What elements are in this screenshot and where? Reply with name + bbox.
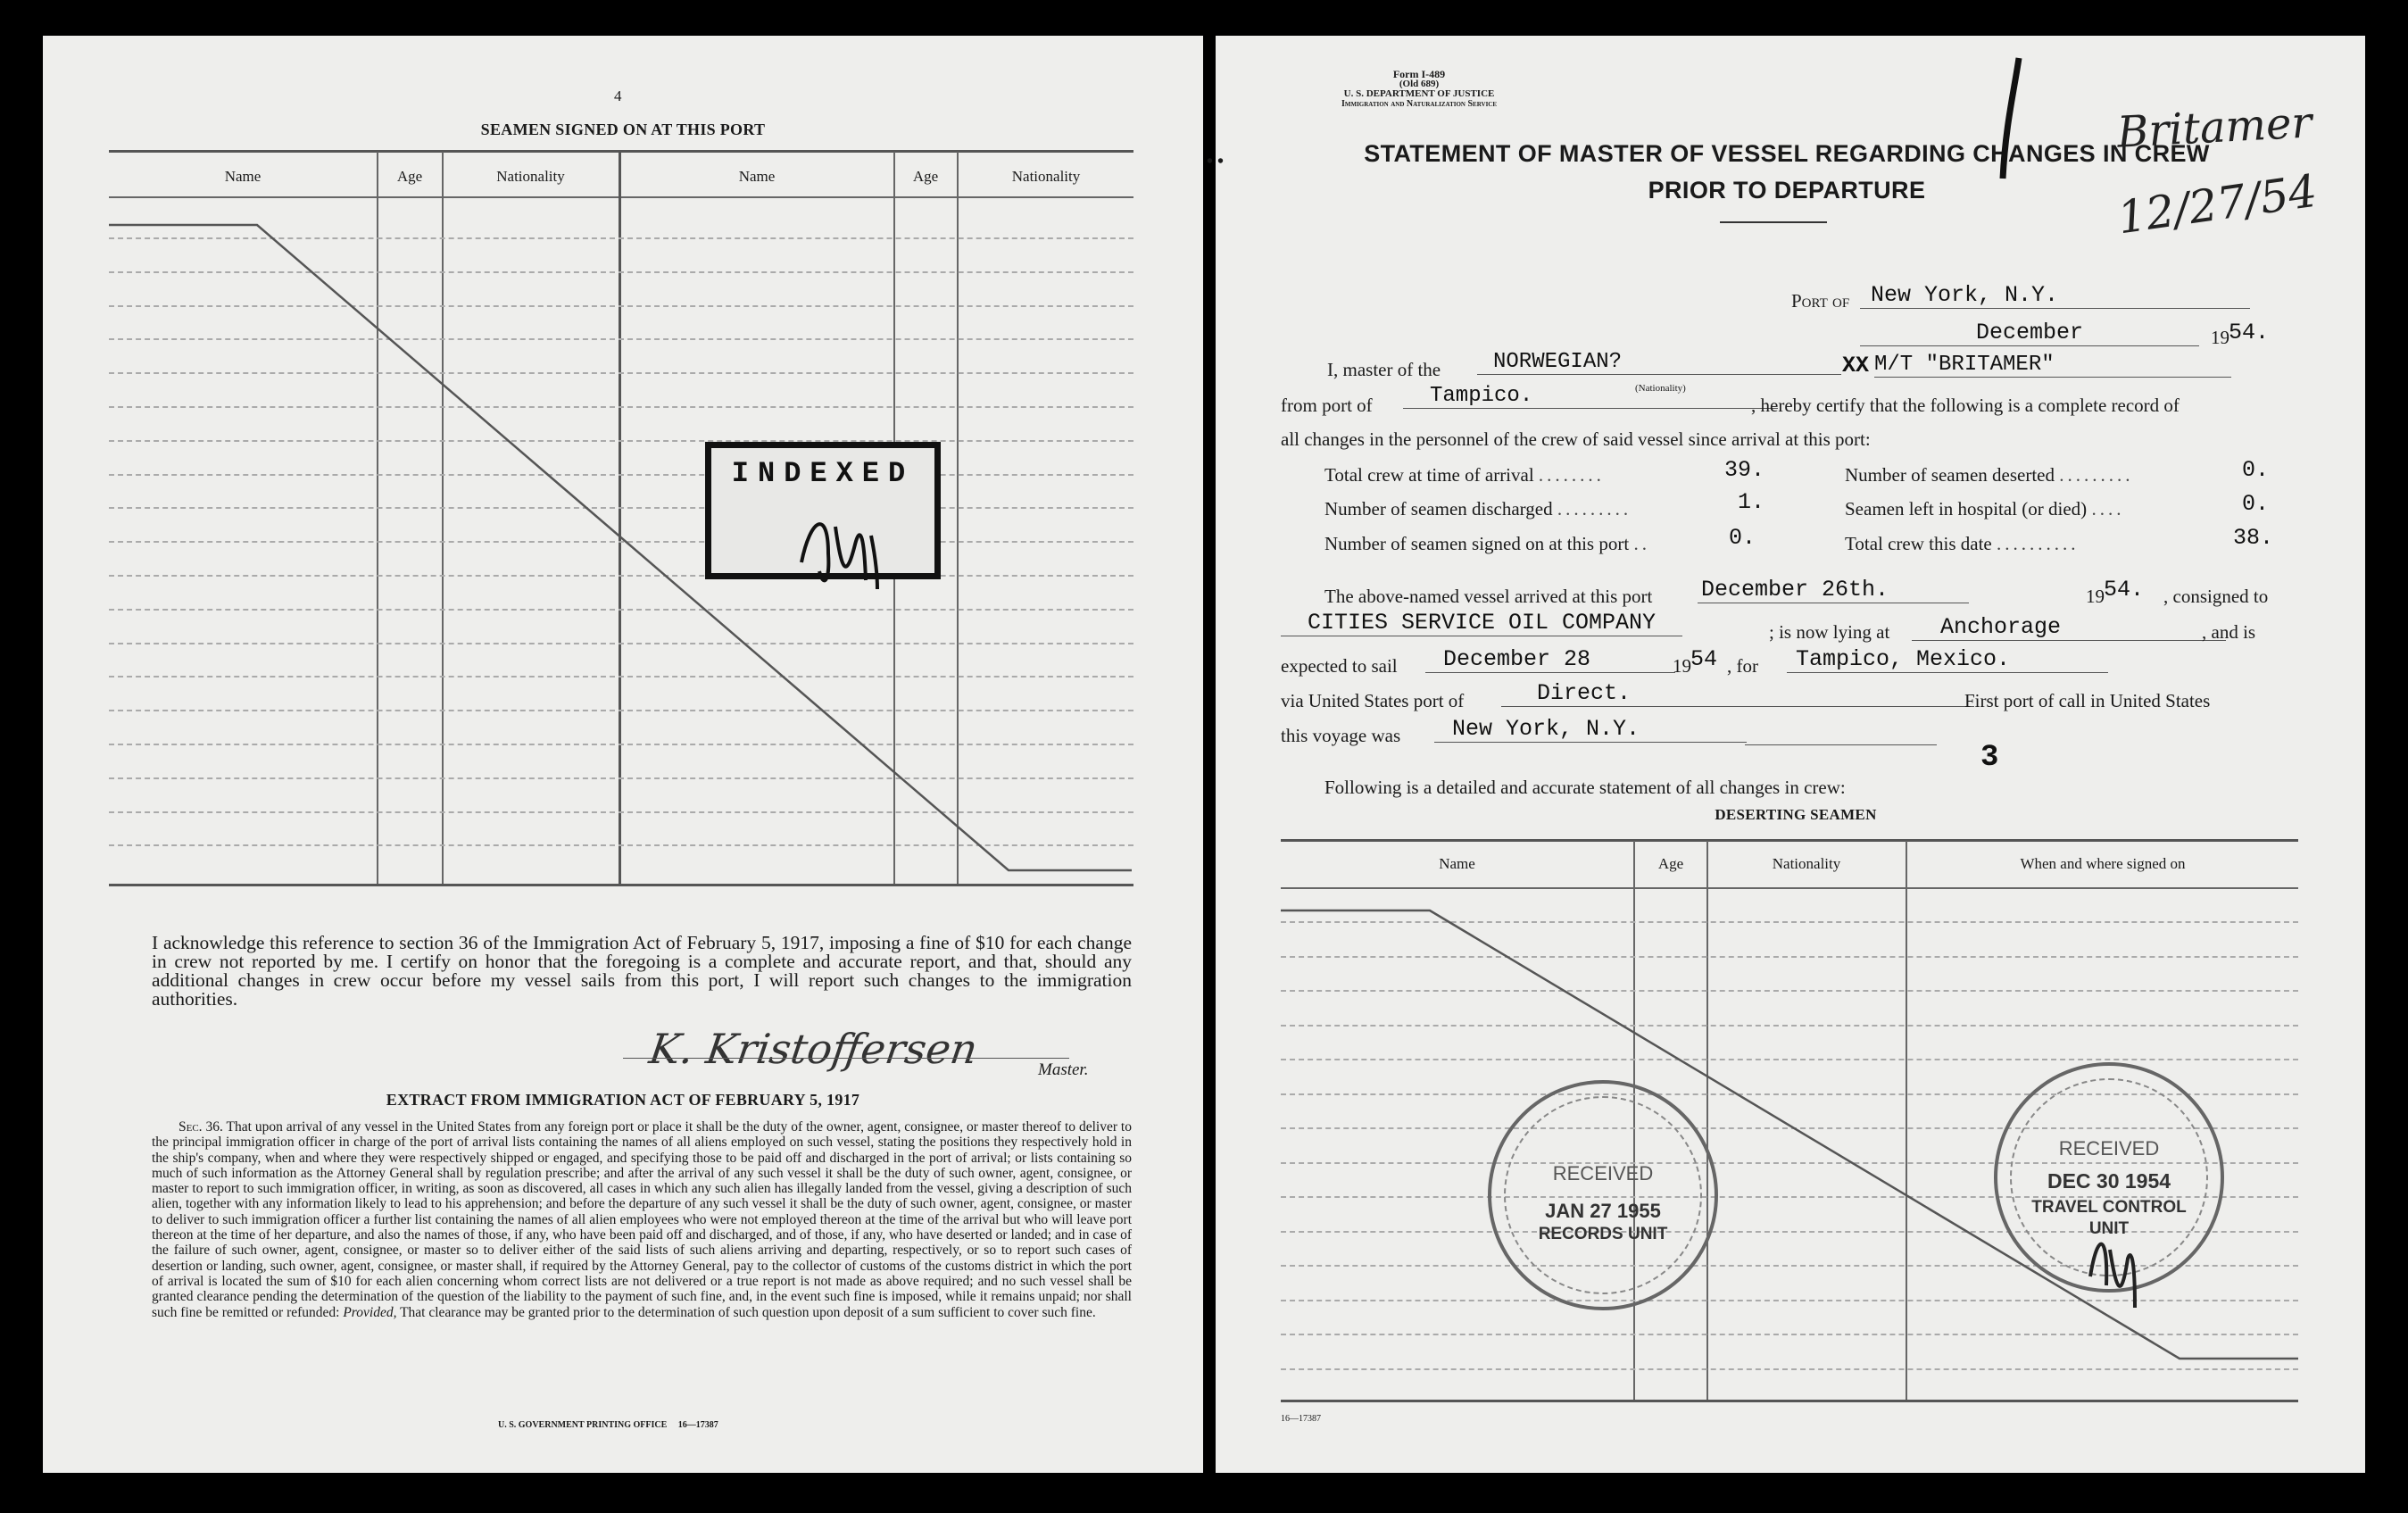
stamp1-date: JAN 27 1955 [1545, 1200, 1661, 1222]
lying-label: ; is now lying at [1769, 621, 1890, 643]
service: Immigration and Naturalization Service [1341, 99, 1498, 109]
vessel-name: M/T "BRITAMER" [1874, 353, 2231, 378]
department: U. S. DEPARTMENT OF JUSTICE [1343, 88, 1495, 99]
for-label: , for [1727, 655, 1758, 677]
following-text: Following is a detailed and accurate statement of all changes in crew: [1324, 777, 1846, 798]
extract-sec: Sec. 36. [179, 1119, 223, 1135]
arrived-value: December 26th. [1698, 577, 1969, 603]
this-voyage-value: New York, N.Y. [1434, 716, 1747, 743]
consignee-value: CITIES SERVICE OIL COMPANY [1281, 610, 1682, 636]
expected-year: 54 [1690, 646, 1718, 672]
stat-signed-on-value: 0. [1729, 525, 1756, 551]
and-is-label: , and is [2202, 621, 2256, 643]
stat-discharged-value: 1. [1738, 489, 1765, 515]
received-stamp-records [1488, 1080, 1718, 1310]
desert-col-name: Name [1439, 855, 1475, 872]
right-page [1207, 36, 2365, 1473]
for-value: Tampico, Mexico. [1787, 646, 2108, 673]
extract-provided: Provided, [343, 1304, 397, 1320]
port-label: Port of [1791, 290, 1850, 312]
form-old-number: (Old 689) [1399, 79, 1440, 89]
stamp2-date: DEC 30 1954 [2047, 1169, 2171, 1193]
consigned-label: , consigned to [2163, 586, 2269, 607]
first-port-label: First port of call in United States [1964, 690, 2211, 711]
indexed-stamp: INDEXED [705, 442, 941, 579]
stamp1-bottom: RECORDS UNIT [1538, 1225, 1668, 1243]
port-value: New York, N.Y. [1860, 282, 2250, 309]
stat-deserted-label: Number of seamen deserted ......... [1845, 464, 2134, 486]
extract-title: EXTRACT FROM IMMIGRATION ACT OF FEBRUARY 5, 1917 [386, 1091, 860, 1109]
strike-line-left [43, 36, 1203, 928]
footer-code: 16—17387 [1281, 1414, 1321, 1424]
nationality-caption: (Nationality) [1635, 383, 1686, 394]
extract-text: That upon arrival of any vessel in the United States from any foreign port or place it shall be the duty of the owner, agent, consignee, or master thereof to deliver to the principal immigration officer in charge of the port of arrival lists containing the names of all aliens employed on such vessel, stating the positions they respectively hold in the ship's company, when and where they were respectively shipped or engaged, and specifying those to be paid off and discharged in the port of arrival; or lists containing so much of such information as the Attorney General shall by regulation prescribe; and after the arrival of any such vessel it shall be the duty of such owner, agent, consignee, or master to report to such immigration officer, in writing, as soon as discovered, all cases in which any such alien has illegally landed from the vessel, giving a description of such alien, together with any information likely to lead to his apprehension; and before the departure of any such vessel it shall be the duty of such owner, agent, consignee, or master to deliver to such immigration officer a further list containing the names of all alien employees who were not employed thereon at the time of the arrival but who will leave port thereon at the time of her departure, and also the names of those, if any, who have been paid off and discharged, and of those, if any, who have deserted or landed; and in case of the failure of such owner, agent, consignee, or master so to deliver either of the said lists of such aliens arriving and departing, respectively, or so to report such cases of desertion or landing, such owner, agent, consignee, or master shall, if required by the Attorney General, pay to the collector of customs of the customs district in which the port of arrival is located the sum of $10 for each alien concerning whom correct lists are not delivered or a true report is not made as above required; and no such vessel shall be granted clearance pending the determination of the question of the liability to the payment of such fine, and, in the event such fine is imposed, while it remains unpaid; nor shall such fine be remitted or refunded: [152, 1119, 1132, 1320]
this-voyage-label: this voyage was [1281, 725, 1401, 746]
col-name-2: Name [738, 168, 776, 185]
col-age-2: Age [912, 168, 939, 185]
via-label: via United States port of [1281, 690, 1465, 711]
indexed-initials [793, 491, 918, 598]
date-month: December [1860, 320, 2199, 346]
deserting-title: DESERTING SEAMEN [1715, 806, 1877, 823]
stamp2-top: RECEIVED [2058, 1137, 2160, 1160]
stat-hospital-value: 0. [2242, 491, 2270, 517]
title-line-1: STATEMENT OF MASTER OF VESSEL REGARDING CHANGES IN CREW [1364, 140, 2210, 167]
desert-col-signed-on: When and where signed on [2020, 855, 2186, 872]
arrived-year-prefix: 19 [2086, 586, 2105, 607]
mark-3: 3 [1980, 741, 1999, 775]
extract-end: That clearance may be granted prior to the determination of such question upon deposit of a sum sufficient to cover such fine. [400, 1304, 1096, 1320]
arrived-year: 54. [2104, 577, 2145, 603]
stat-deserted-value: 0. [2242, 457, 2270, 483]
desert-col-nationality: Nationality [1772, 855, 1841, 872]
via-value: Direct. [1501, 680, 1974, 707]
expected-value: December 28 [1425, 646, 1675, 673]
stat-discharged-label: Number of seamen discharged ......... [1324, 498, 1632, 520]
nationality-value: NORWEGIAN? [1477, 350, 1841, 375]
col-nationality-1: Nationality [496, 168, 565, 185]
vessel-prefix: XX [1842, 353, 1870, 378]
col-name-1: Name [224, 168, 262, 185]
lying-value: Anchorage [1912, 614, 2226, 641]
master-of-label: I, master of the [1327, 359, 1441, 380]
expected-label: expected to sail [1281, 655, 1398, 677]
master-label: Master. [1038, 1060, 1089, 1079]
handwritten-date: 12/27/54 [2114, 164, 2321, 245]
stat-total-date-label: Total crew this date .......... [1845, 533, 2080, 554]
left-page [43, 36, 1203, 1473]
stamp1-top: RECEIVED [1552, 1162, 1654, 1185]
form-number: Form I-489 [1392, 68, 1446, 80]
master-signature: K. Kristoffersen [646, 1025, 981, 1073]
printing-office: U. S. GOVERNMENT PRINTING OFFICE 16—17387 [498, 1420, 718, 1430]
stamp-initials [2081, 1214, 2153, 1312]
stat-total-arrival-value: 39. [1724, 457, 1765, 483]
certify-text-2: all changes in the personnel of the crew of said vessel since arrival at this port: [1281, 428, 1871, 450]
extract-body [152, 1119, 1132, 1320]
stat-signed-on-label: Number of seamen signed on at this port .. [1324, 533, 1650, 554]
acknowledgment-text: I acknowledge this reference to section 36 of the Immigration Act of February 5, 1917, imposing a fine of $10 for each change in crew not reported by me. I certify on honor that the foregoing is a complete and accurate report, and that, should any additional changes in crew occur before my vessel sails from this port, I will report such changes to the immigration authorities. [152, 932, 1132, 1010]
handwritten-vessel-name: Britamer [2115, 97, 2313, 158]
desert-col-age: Age [1657, 855, 1684, 872]
col-nationality-2: Nationality [1011, 168, 1081, 185]
page-number: 4 [614, 87, 622, 104]
year-prefix: 19 [2211, 327, 2229, 348]
title-line-2: PRIOR TO DEPARTURE [1648, 177, 1926, 204]
arrived-label: The above-named vessel arrived at this port [1324, 586, 1653, 607]
from-port-value: Tampico. [1403, 384, 1778, 409]
certify-text: , hereby certify that the following is a complete record of [1751, 395, 2180, 416]
stat-hospital-label: Seamen left in hospital (or died) .... [1845, 498, 2125, 520]
stat-total-date-value: 38. [2233, 525, 2274, 551]
stamp2-unit: UNIT [2088, 1219, 2130, 1238]
stamp2-bottom: TRAVEL CONTROL [2031, 1198, 2187, 1217]
year-value: 54. [2229, 320, 2270, 345]
signed-on-title: SEAMEN SIGNED ON AT THIS PORT [480, 121, 766, 138]
bullet-marks: • • [1207, 152, 1225, 171]
expected-year-prefix: 19 [1673, 655, 1691, 677]
col-age-1: Age [396, 168, 423, 185]
from-port-label: from port of [1281, 395, 1373, 416]
stat-total-arrival-label: Total crew at time of arrival ........ [1324, 464, 1605, 486]
